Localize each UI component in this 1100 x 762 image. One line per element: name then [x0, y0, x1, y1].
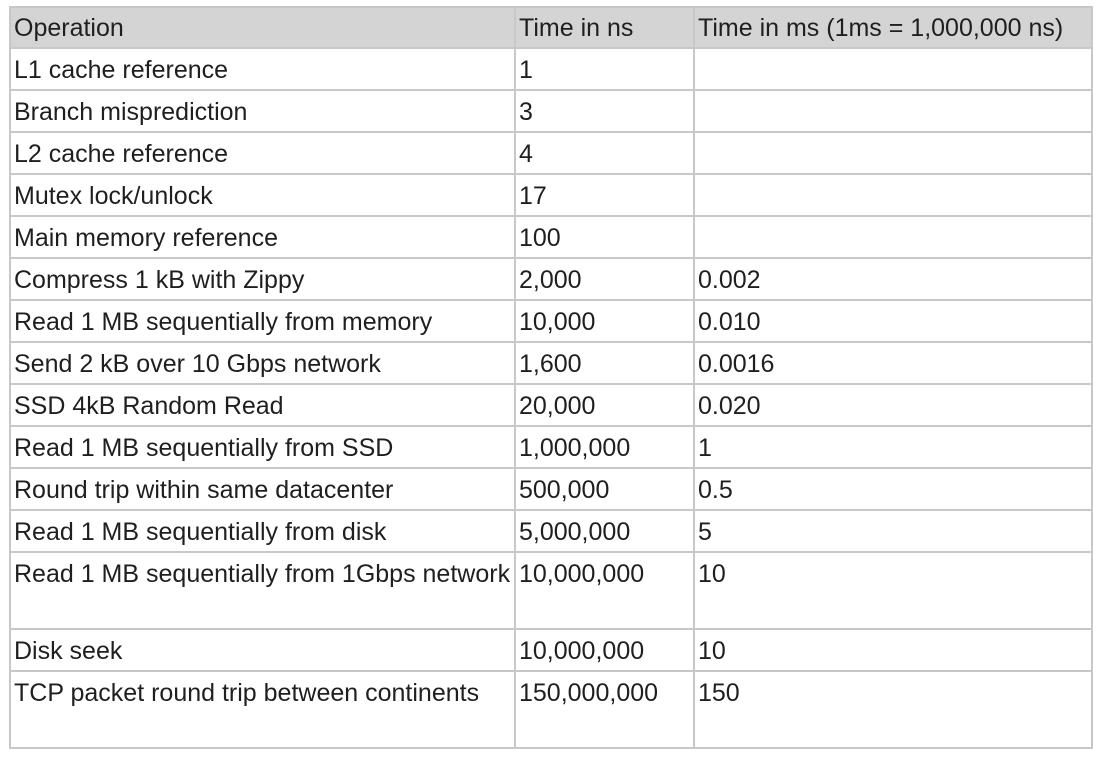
table-row [10, 174, 1092, 216]
table-row [10, 384, 1092, 426]
cell-operation: Main memory reference [10, 216, 515, 258]
cell-time-ns: 2,000 [515, 258, 694, 300]
cell-operation: L1 cache reference [10, 48, 515, 90]
cell-time-ns: 17 [515, 174, 694, 216]
table-row [10, 671, 1092, 748]
cell-time-ns: 20,000 [515, 384, 694, 426]
table-row [10, 90, 1092, 132]
table-row [10, 629, 1092, 671]
table-row [10, 552, 1092, 629]
cell-time-ns: 4 [515, 132, 694, 174]
cell-operation: Send 2 kB over 10 Gbps network [10, 342, 515, 384]
cell-time-ms [694, 174, 1092, 216]
cell-operation: TCP packet round trip between continents [10, 671, 515, 748]
cell-time-ms: 0.002 [694, 258, 1092, 300]
cell-time-ms [694, 48, 1092, 90]
cell-time-ms: 10 [694, 552, 1092, 629]
cell-time-ms: 1 [694, 426, 1092, 468]
cell-time-ns: 100 [515, 216, 694, 258]
cell-time-ns: 500,000 [515, 468, 694, 510]
cell-operation: SSD 4kB Random Read [10, 384, 515, 426]
header-time-ms: Time in ms (1ms = 1,000,000 ns) [694, 7, 1092, 48]
cell-time-ns: 1,000,000 [515, 426, 694, 468]
cell-time-ns: 1 [515, 48, 694, 90]
cell-time-ms: 0.020 [694, 384, 1092, 426]
table-row [10, 426, 1092, 468]
cell-time-ns: 150,000,000 [515, 671, 694, 748]
cell-operation: Read 1 MB sequentially from SSD [10, 426, 515, 468]
header-row [10, 7, 1092, 48]
cell-operation: L2 cache reference [10, 132, 515, 174]
cell-time-ns: 3 [515, 90, 694, 132]
cell-time-ns: 10,000 [515, 300, 694, 342]
cell-time-ms: 0.010 [694, 300, 1092, 342]
cell-time-ms [694, 90, 1092, 132]
cell-operation: Compress 1 kB with Zippy [10, 258, 515, 300]
table-row [10, 216, 1092, 258]
cell-time-ns: 1,600 [515, 342, 694, 384]
table-row [10, 258, 1092, 300]
cell-time-ms: 5 [694, 510, 1092, 552]
table-row [10, 132, 1092, 174]
cell-operation: Read 1 MB sequentially from disk [10, 510, 515, 552]
table-row [10, 300, 1092, 342]
cell-time-ns: 10,000,000 [515, 629, 694, 671]
cell-time-ns: 5,000,000 [515, 510, 694, 552]
cell-operation: Round trip within same datacenter [10, 468, 515, 510]
cell-time-ms: 0.5 [694, 468, 1092, 510]
cell-operation: Disk seek [10, 629, 515, 671]
latency-table [9, 6, 1093, 749]
cell-time-ms [694, 132, 1092, 174]
cell-operation: Branch misprediction [10, 90, 515, 132]
cell-time-ms: 0.0016 [694, 342, 1092, 384]
header-time-ns: Time in ns [515, 7, 694, 48]
cell-operation: Read 1 MB sequentially from memory [10, 300, 515, 342]
cell-time-ns: 10,000,000 [515, 552, 694, 629]
header-operation: Operation [10, 7, 515, 48]
table-row [10, 468, 1092, 510]
cell-time-ms: 150 [694, 671, 1092, 748]
cell-time-ms [694, 216, 1092, 258]
table-row [10, 510, 1092, 552]
cell-time-ms: 10 [694, 629, 1092, 671]
cell-operation: Read 1 MB sequentially from 1Gbps network [10, 552, 515, 629]
table-row [10, 48, 1092, 90]
table-row [10, 342, 1092, 384]
cell-operation: Mutex lock/unlock [10, 174, 515, 216]
